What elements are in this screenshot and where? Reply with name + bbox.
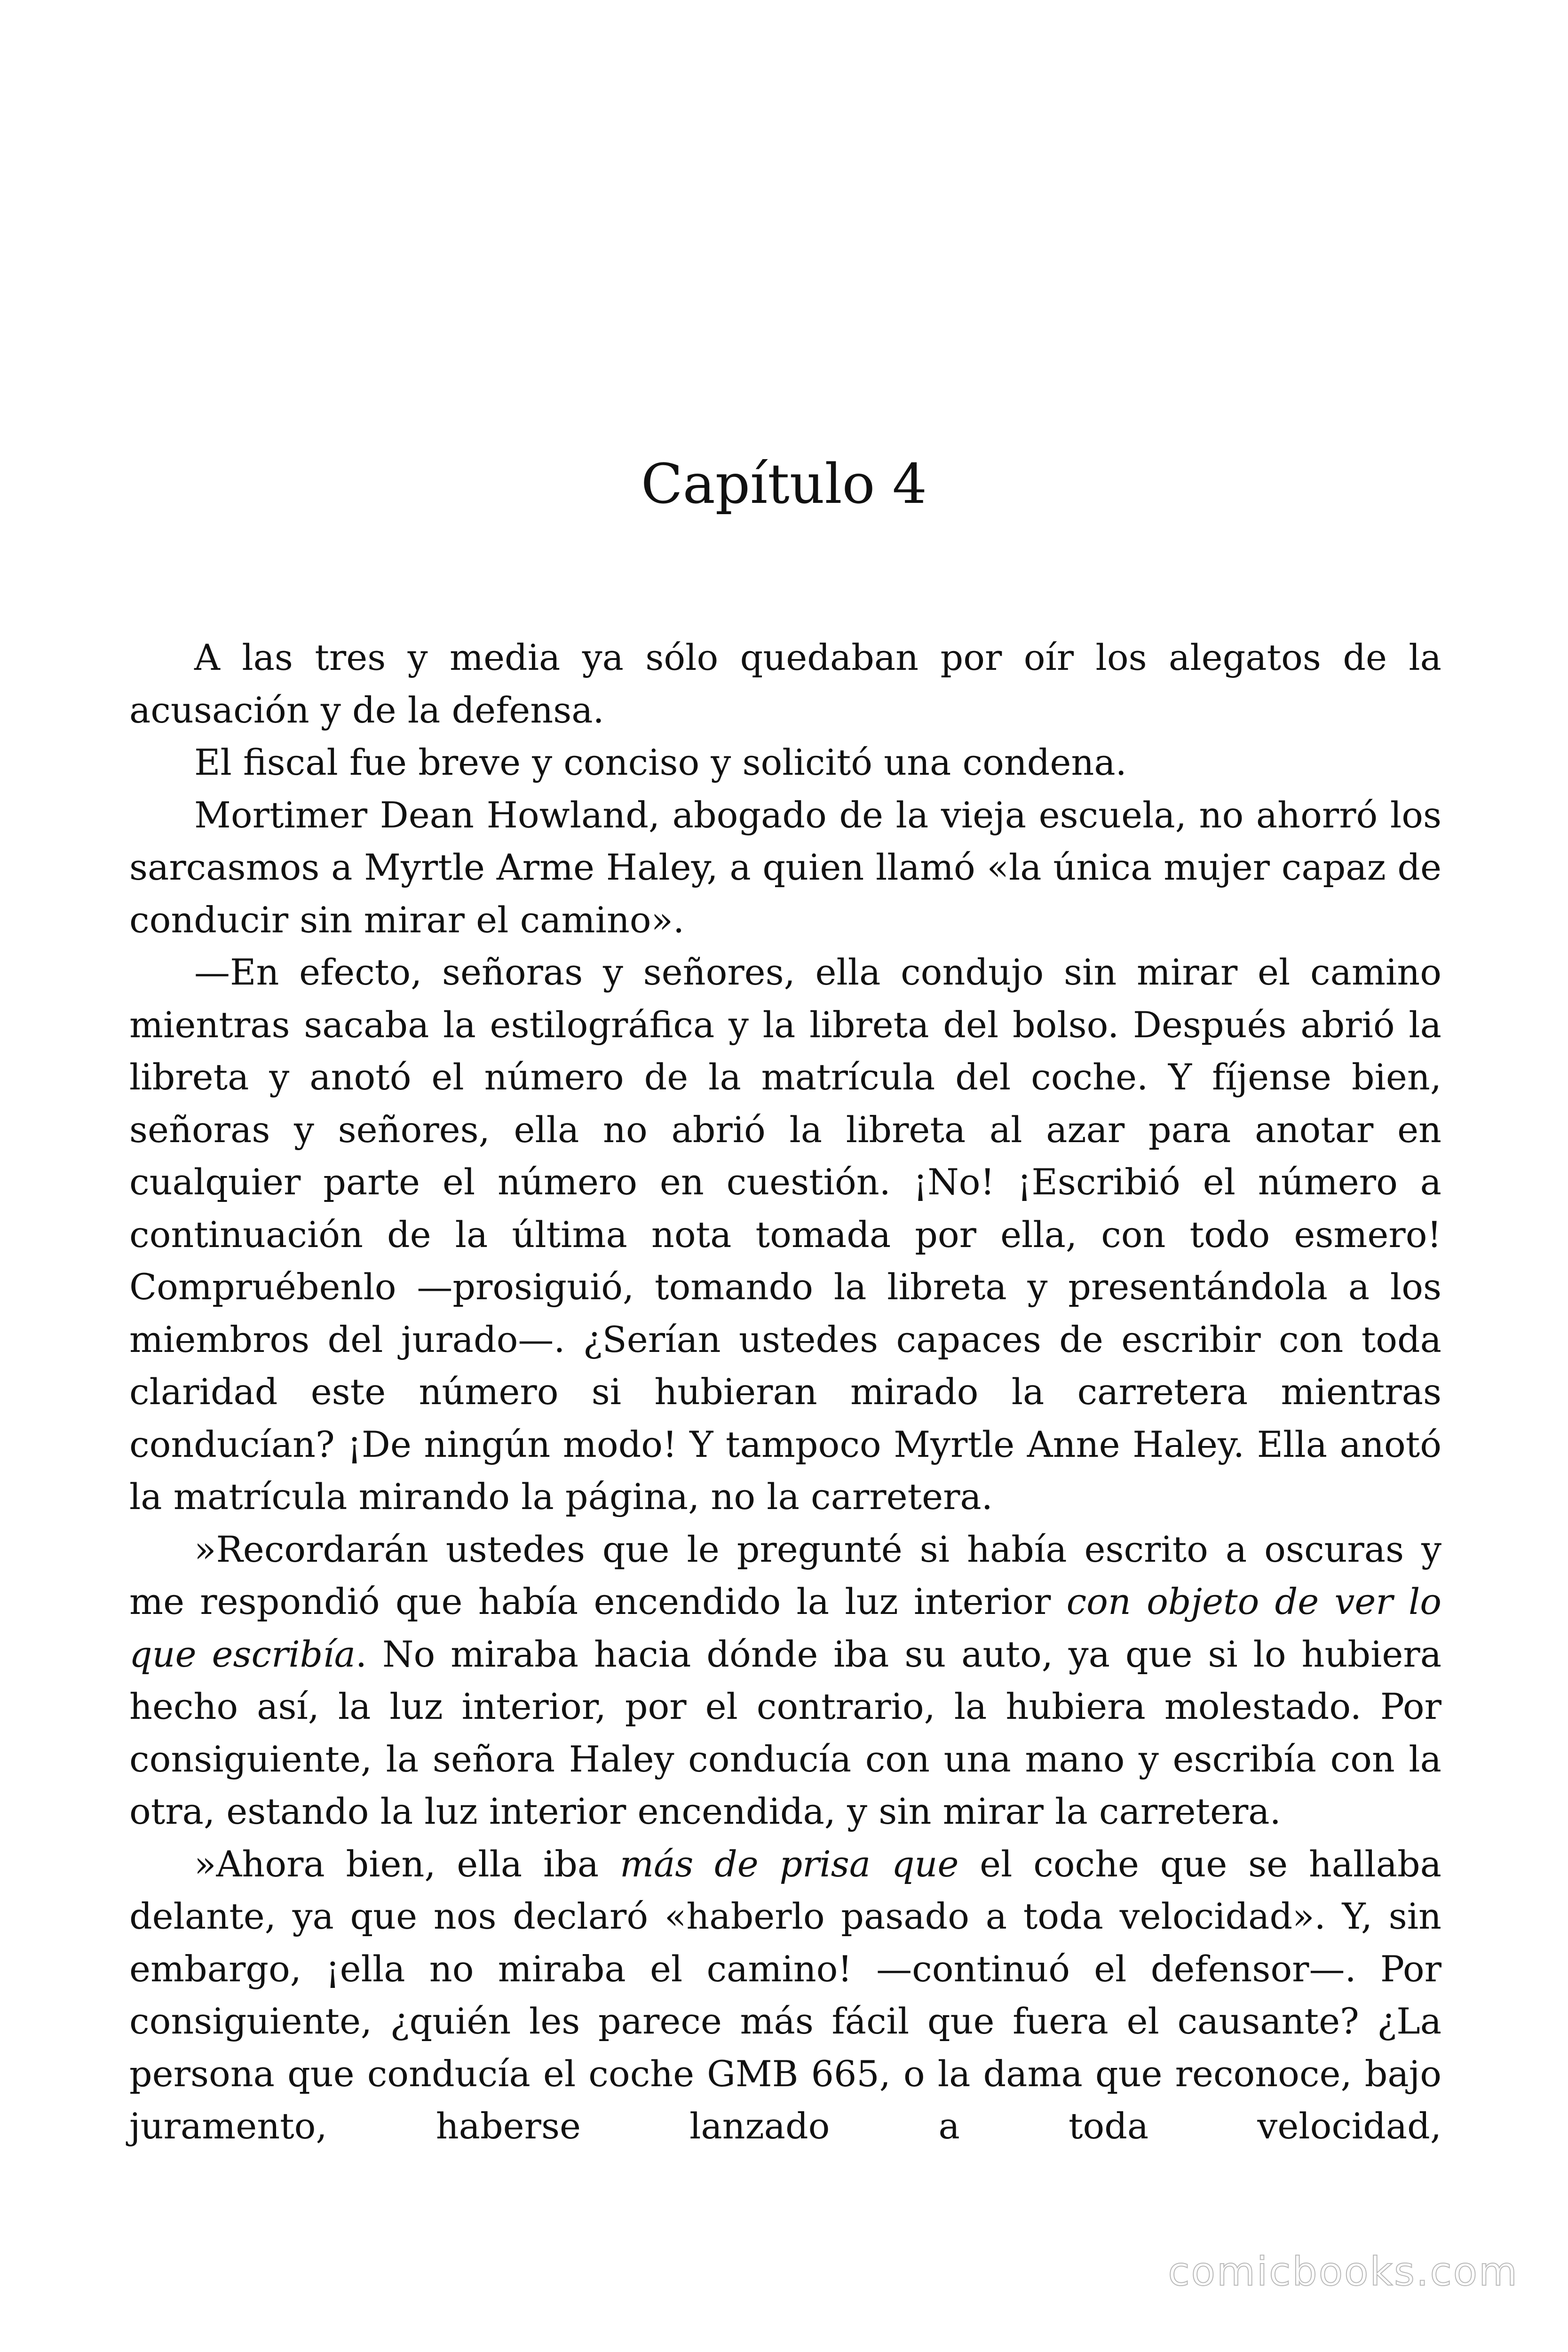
- paragraph: [129, 946, 1441, 1523]
- watermark: comicbooks.com: [1168, 2249, 1519, 2295]
- text-run: —En efecto, señoras y señores, ella condujo sin mirar el camino mientras sacaba la estilográfica y la libreta del bolso. Después abrió la libreta y anotó el número de la matrícula del coche. Y fíjense bien, señoras y señores, ella no abrió la libreta al azar para anotar en cualquier parte el número en cuestión. ¡No! ¡Escribió el número a continuación de la última nota tomada por ella, con todo esmero! Compruébenlo —prosiguió, tomando la libreta y presentándola a los miembros del jurado—. ¿Serían ustedes capaces de escribir con toda claridad este número si hubieran mirado la carretera mientras conducían? ¡De ningún modo! Y tampoco Myrtle Anne Haley. Ella anotó la matrícula mirando la página, no la carretera.: [129, 951, 1441, 1518]
- paragraph: [129, 789, 1441, 946]
- italic-text: con objeto de ver lo que escribía: [129, 1581, 1442, 1675]
- text-run: el coche que se hallaba delante, ya que nos declaró «haberlo pasado a toda velocidad». Y, sin embargo, ¡ella no miraba el camino! —continuó el defensor—. Por consiguiente, ¿quién les parece más fácil que fuera el causante? ¿La persona que conducía el coche GMB 665, o la dama que reconoce, bajo juramento, haberse lanzado a toda velocidad,: [129, 1843, 1441, 2147]
- text-run: Mortimer Dean Howland, abogado de la vieja escuela, no ahorró los sarcasmos a Myrtle Arme Haley, a quien llamó «la única mujer capaz de conducir sin mirar el camino».: [129, 794, 1441, 941]
- paragraph: [129, 736, 1441, 789]
- paragraph: [129, 1523, 1441, 1838]
- text-run: . No miraba hacia dónde iba su auto, ya que si lo hubiera hecho así, la luz interior, por el contrario, la hubiera molestado. Por consiguiente, la señora Haley conducía con una mano y escribía con la otra, estando la luz interior encendida, y sin mirar la carretera.: [129, 1633, 1442, 1832]
- text-run: El fiscal fue breve y conciso y solicitó una condena.: [194, 741, 1127, 783]
- text-run: »Ahora bien, ella iba: [194, 1843, 620, 1885]
- body-text: [129, 631, 1441, 2153]
- chapter-title: Capítulo 4: [641, 453, 927, 516]
- paragraph: [129, 631, 1441, 736]
- italic-text: más de prisa que: [619, 1843, 959, 1885]
- text-run: »Recordarán ustedes que le pregunté si había escrito a oscuras y me respondió que había encendido la luz interior: [129, 1528, 1441, 1622]
- text-run: A las tres y media ya sólo quedaban por oír los alegatos de la acusación y de la defensa.: [129, 636, 1441, 731]
- paragraph: [129, 1838, 1441, 2153]
